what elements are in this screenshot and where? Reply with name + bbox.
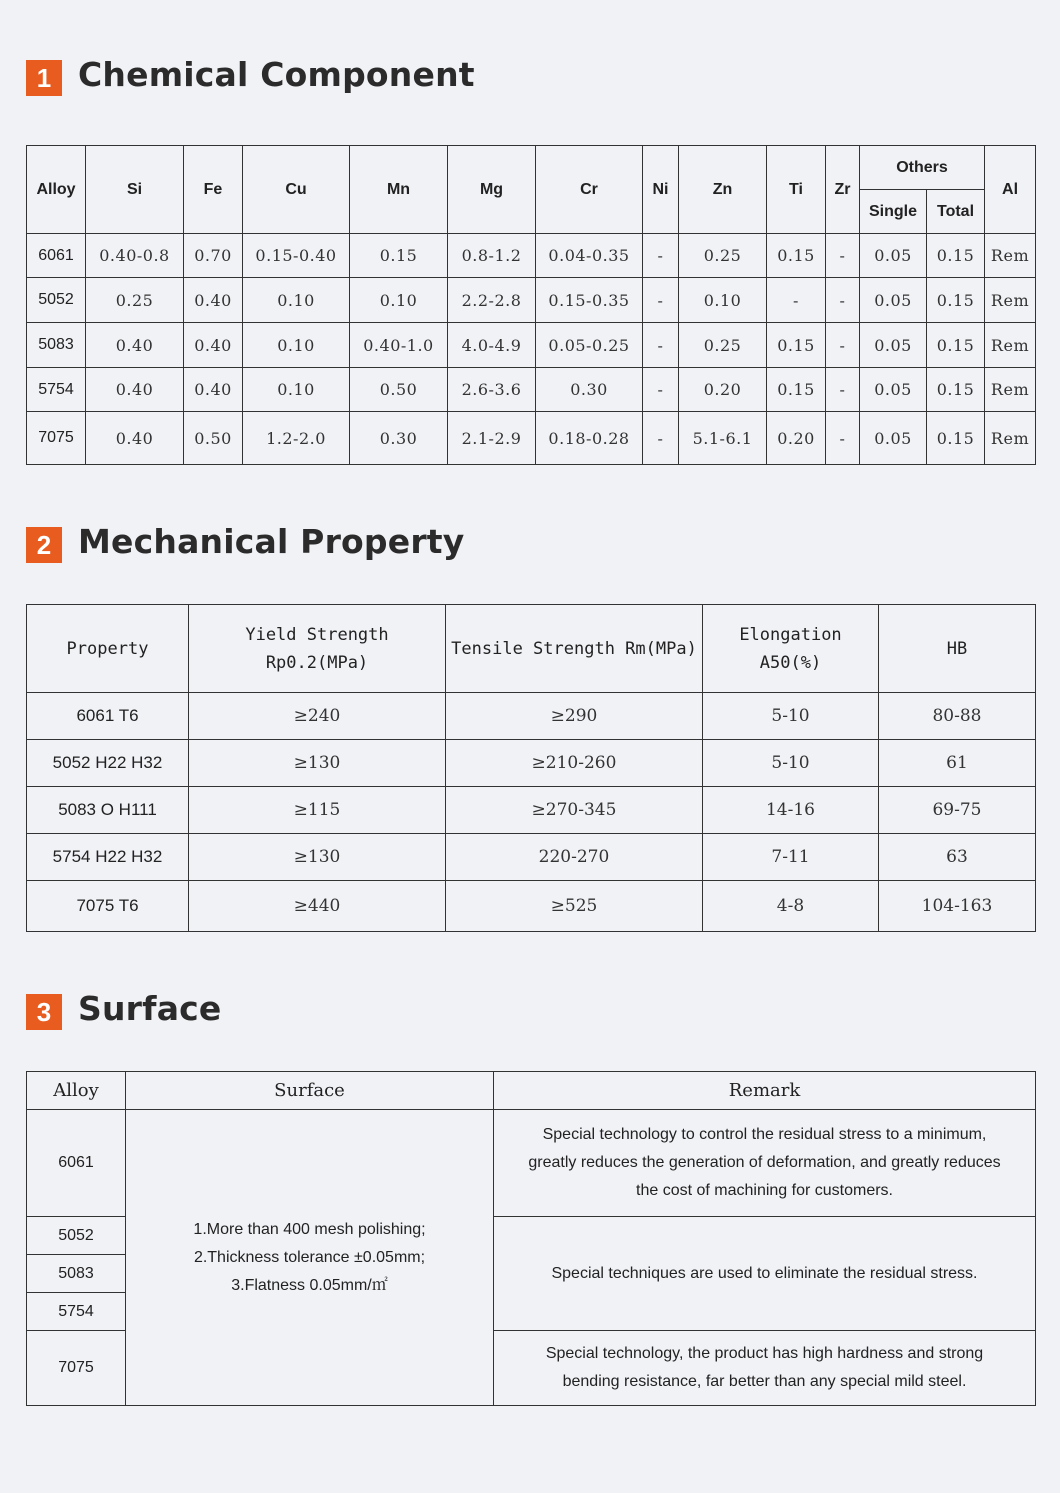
remark-line: the cost of machining for customers. — [636, 1182, 893, 1199]
value-cell: Rem — [985, 234, 1036, 278]
remark-line: bending resistance, far better than any special mild steel. — [562, 1373, 967, 1390]
value-cell: 0.25 — [679, 323, 767, 368]
value-cell: 0.05-0.25 — [536, 323, 643, 368]
value-cell: 0.15-0.40 — [243, 234, 350, 278]
value-cell: 0.40 — [184, 368, 243, 412]
value-cell: 5-10 — [703, 740, 879, 787]
remark-cell — [494, 1110, 1036, 1217]
alloy-temper-cell: 5083 O H111 — [27, 787, 189, 834]
value-cell: 0.20 — [767, 412, 826, 465]
value-cell: ≥130 — [189, 834, 446, 881]
column-header-line: A50(%) — [759, 652, 822, 673]
column-header: Alloy — [27, 1072, 126, 1110]
section-header-mechanical — [26, 522, 626, 567]
surface-description-cell — [126, 1110, 494, 1406]
section-number-badge: 1 — [26, 60, 62, 96]
column-header: Ni — [643, 146, 679, 234]
mechanical-header-row — [27, 605, 1036, 693]
alloy-temper-cell: 6061 T6 — [27, 693, 189, 740]
value-cell: 2.1-2.9 — [448, 412, 536, 465]
value-cell: 0.05 — [860, 368, 927, 412]
column-header: Mn — [350, 146, 448, 234]
alloy-cell: 7075 — [27, 1331, 126, 1406]
value-cell: 0.15 — [767, 368, 826, 412]
column-header-line: Property — [66, 638, 149, 659]
value-cell: 7-11 — [703, 834, 879, 881]
section-header-surface — [26, 989, 626, 1034]
remark-cell — [494, 1331, 1036, 1406]
value-cell: 220-270 — [446, 834, 703, 881]
column-header-line: Elongation — [739, 624, 842, 645]
alloy-cell: 5052 — [27, 1217, 126, 1255]
value-cell: 2.2-2.8 — [448, 278, 536, 323]
value-cell: 0.50 — [350, 368, 448, 412]
value-cell: 104-163 — [879, 881, 1036, 932]
column-header-line: Yield Strength — [245, 624, 389, 645]
value-cell: Rem — [985, 278, 1036, 323]
value-cell: ≥240 — [189, 693, 446, 740]
column-header — [189, 605, 446, 693]
value-cell: - — [643, 368, 679, 412]
value-cell: - — [826, 234, 860, 278]
alloy-cell: 6061 — [27, 234, 86, 278]
value-cell: 0.15 — [927, 278, 985, 323]
table-row — [27, 740, 1036, 787]
column-header: Fe — [184, 146, 243, 234]
column-header-line: Tensile Strength Rm(MPa) — [451, 638, 697, 659]
value-cell: 2.6-3.6 — [448, 368, 536, 412]
value-cell: 0.05 — [860, 412, 927, 465]
table-row — [27, 834, 1036, 881]
table-row — [27, 787, 1036, 834]
column-header-line: HB — [946, 638, 968, 659]
remark-line: greatly reduces the generation of deformation, and greatly reduces — [528, 1154, 1001, 1171]
value-cell: 1.2-2.0 — [243, 412, 350, 465]
value-cell: - — [643, 412, 679, 465]
alloy-cell: 6061 — [27, 1110, 126, 1217]
remark-line: Special technology to control the residual stress to a minimum, — [542, 1126, 987, 1143]
value-cell: 0.30 — [536, 368, 643, 412]
column-header-line: Rp0.2(MPa) — [265, 652, 369, 673]
value-cell: 4.0-4.9 — [448, 323, 536, 368]
value-cell: ≥270-345 — [446, 787, 703, 834]
surface-table — [26, 1071, 1036, 1406]
alloy-cell: 5083 — [27, 1255, 126, 1293]
value-cell: 0.10 — [243, 278, 350, 323]
value-cell: 0.40 — [86, 323, 184, 368]
value-cell: ≥115 — [189, 787, 446, 834]
column-header — [879, 605, 1036, 693]
value-cell: 0.15 — [350, 234, 448, 278]
value-cell: 0.10 — [243, 368, 350, 412]
value-cell: 0.40 — [184, 278, 243, 323]
column-header: Si — [86, 146, 184, 234]
surface-line: 2.Thickness tolerance ±0.05mm; — [193, 1248, 426, 1266]
remark-line: Special techniques are used to eliminate the residual stress. — [551, 1264, 978, 1282]
mechanical-table-body — [27, 693, 1036, 932]
value-cell: 0.05 — [860, 323, 927, 368]
column-header: Al — [985, 146, 1036, 234]
value-cell: 0.15 — [927, 234, 985, 278]
value-cell: 0.40 — [86, 412, 184, 465]
alloy-cell: 7075 — [27, 412, 86, 465]
alloy-temper-cell: 5754 H22 H32 — [27, 834, 189, 881]
value-cell: 0.15 — [927, 412, 985, 465]
column-header: Zn — [679, 146, 767, 234]
value-cell: ≥440 — [189, 881, 446, 932]
alloy-cell: 5754 — [27, 368, 86, 412]
alloy-cell: 5754 — [27, 1293, 126, 1331]
column-header: Cu — [243, 146, 350, 234]
value-cell: 0.05 — [860, 234, 927, 278]
chemical-component-table — [26, 145, 1036, 465]
value-cell: - — [826, 323, 860, 368]
value-cell: 0.70 — [184, 234, 243, 278]
table-row — [27, 234, 1036, 278]
column-header: Ti — [767, 146, 826, 234]
value-cell: 0.18-0.28 — [536, 412, 643, 465]
alloy-cell: 5052 — [27, 278, 86, 323]
column-header — [703, 605, 879, 693]
column-header-others: Others — [860, 146, 985, 190]
section-title: Surface — [78, 989, 222, 1028]
remark-cell — [494, 1217, 1036, 1331]
value-cell: 0.15 — [927, 323, 985, 368]
value-cell: 0.25 — [86, 278, 184, 323]
column-subheader-total: Total — [927, 190, 985, 234]
table-row — [27, 693, 1036, 740]
chemical-table-body — [27, 234, 1036, 465]
column-header: Mg — [448, 146, 536, 234]
section-number-badge: 3 — [26, 994, 62, 1030]
value-cell: 14-16 — [703, 787, 879, 834]
table-row — [27, 881, 1036, 932]
value-cell: - — [767, 278, 826, 323]
value-cell: - — [643, 278, 679, 323]
table-row — [27, 323, 1036, 368]
surface-line: 3.Flatness 0.05mm/㎡ — [231, 1276, 388, 1294]
column-header: Alloy — [27, 146, 86, 234]
value-cell: 69-75 — [879, 787, 1036, 834]
value-cell: 0.50 — [184, 412, 243, 465]
surface-line: 1.More than 400 mesh polishing; — [193, 1220, 426, 1238]
value-cell: 0.04-0.35 — [536, 234, 643, 278]
value-cell: 0.30 — [350, 412, 448, 465]
value-cell: Rem — [985, 323, 1036, 368]
column-header: Cr — [536, 146, 643, 234]
alloy-cell: 5083 — [27, 323, 86, 368]
value-cell: - — [643, 323, 679, 368]
value-cell: 61 — [879, 740, 1036, 787]
alloy-temper-cell: 5052 H22 H32 — [27, 740, 189, 787]
remark-line: Special technology, the product has high hardness and strong — [545, 1345, 984, 1362]
value-cell: ≥290 — [446, 693, 703, 740]
value-cell: 0.15 — [767, 234, 826, 278]
value-cell: - — [643, 234, 679, 278]
column-header — [446, 605, 703, 693]
section-title: Mechanical Property — [78, 522, 465, 561]
table-row — [27, 412, 1036, 465]
value-cell: 0.15 — [767, 323, 826, 368]
value-cell: 0.15-0.35 — [536, 278, 643, 323]
value-cell: 5.1-6.1 — [679, 412, 767, 465]
value-cell: 0.8-1.2 — [448, 234, 536, 278]
mechanical-property-table — [26, 604, 1036, 932]
value-cell: - — [826, 278, 860, 323]
column-header: Zr — [826, 146, 860, 234]
value-cell: Rem — [985, 368, 1036, 412]
value-cell: 0.10 — [243, 323, 350, 368]
value-cell: 0.15 — [927, 368, 985, 412]
value-cell: 4-8 — [703, 881, 879, 932]
section-header-chemical — [26, 55, 626, 100]
value-cell: - — [826, 368, 860, 412]
value-cell: ≥525 — [446, 881, 703, 932]
alloy-temper-cell: 7075 T6 — [27, 881, 189, 932]
value-cell: 0.25 — [679, 234, 767, 278]
value-cell: ≥130 — [189, 740, 446, 787]
value-cell: - — [826, 412, 860, 465]
value-cell: 0.40 — [86, 368, 184, 412]
section-number-badge: 2 — [26, 527, 62, 563]
value-cell: 0.40-0.8 — [86, 234, 184, 278]
value-cell: 63 — [879, 834, 1036, 881]
value-cell: 5-10 — [703, 693, 879, 740]
column-subheader-single: Single — [860, 190, 927, 234]
column-header — [27, 605, 189, 693]
value-cell: 0.40 — [184, 323, 243, 368]
table-row — [27, 368, 1036, 412]
value-cell: 0.10 — [350, 278, 448, 323]
column-header: Remark — [494, 1072, 1036, 1110]
section-title: Chemical Component — [78, 55, 475, 94]
table-row — [27, 278, 1036, 323]
value-cell: Rem — [985, 412, 1036, 465]
value-cell: 0.20 — [679, 368, 767, 412]
value-cell: 0.05 — [860, 278, 927, 323]
column-header: Surface — [126, 1072, 494, 1110]
value-cell: 80-88 — [879, 693, 1036, 740]
value-cell: 0.10 — [679, 278, 767, 323]
value-cell: ≥210-260 — [446, 740, 703, 787]
value-cell: 0.40-1.0 — [350, 323, 448, 368]
